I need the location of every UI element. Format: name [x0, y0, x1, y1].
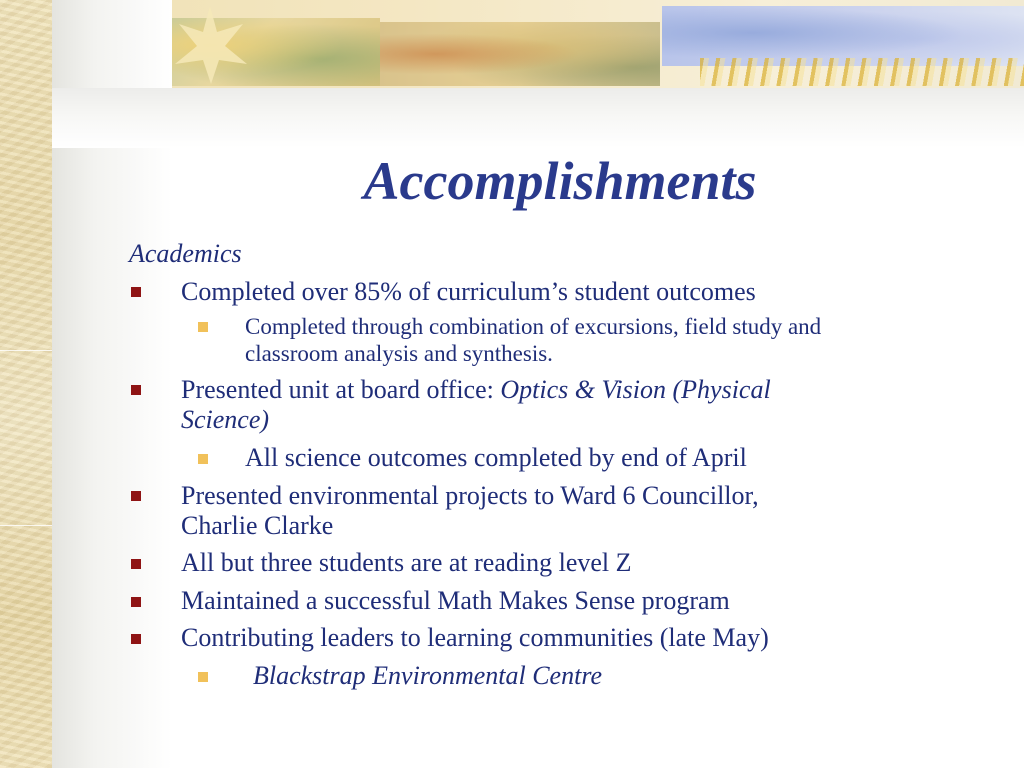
list-item — [181, 375, 771, 405]
list-item: Presented environmental projects to Ward 6 Councillor, — [181, 481, 759, 510]
sub-bullet-square-icon — [198, 672, 208, 682]
list-item: All but three students are at reading level Z — [181, 548, 632, 577]
bullet-square-icon — [131, 385, 141, 395]
sub-bullet-square-icon — [198, 322, 208, 332]
sub-list-item-continuation: classroom analysis and synthesis. — [245, 341, 553, 366]
list-item-prefix: Presented unit at board office: — [181, 375, 501, 404]
sub-list-item: Completed through combination of excursions, field study and — [245, 314, 822, 339]
bullet-square-icon — [131, 559, 141, 569]
list-item: Maintained a successful Math Makes Sense program — [181, 586, 730, 615]
bullet-square-icon — [131, 597, 141, 607]
bullet-square-icon — [131, 634, 141, 644]
list-item-emphasis: Optics & Vision (Physical — [500, 375, 771, 404]
bullet-square-icon — [131, 491, 141, 501]
section-subheading: Academics — [129, 239, 242, 268]
slide-title: Accomplishments — [363, 151, 757, 211]
sub-list-item: Blackstrap Environmental Centre — [253, 661, 603, 690]
list-item: Completed over 85% of curriculum’s student outcomes — [181, 277, 756, 306]
list-item: Contributing leaders to learning communities (late May) — [181, 623, 769, 652]
list-item-continuation: Charlie Clarke — [181, 511, 334, 540]
sub-list-item: All science outcomes completed by end of April — [245, 443, 747, 472]
list-item-continuation: Science) — [181, 405, 270, 434]
bullet-square-icon — [131, 287, 141, 297]
sub-bullet-square-icon — [198, 454, 208, 464]
